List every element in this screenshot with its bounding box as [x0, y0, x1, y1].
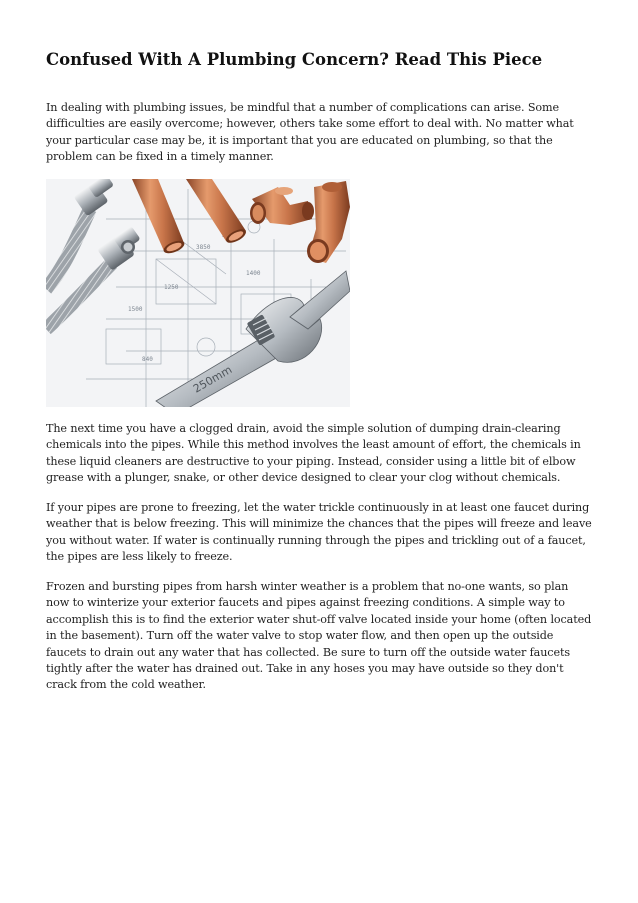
article-paragraph-2: The next time you have a clogged drain, avoid the simple solution of dumping drain-clearing chemicals into the pipes. While this method involves the least amount of effort, the chemicals in these liquid cleaners are destructive to your piping. Instead, consider using a little bit of elbow grease with a plunger, snake, or other device designed to clear your clog without chemicals.: [46, 422, 581, 485]
plumbing-photo: [46, 179, 350, 407]
svg-text:1250: 1250: [164, 284, 179, 291]
article-title: Confused With A Plumbing Concern? Read This Piece: [46, 50, 543, 69]
wrench-size-marking: 250mm: [191, 363, 235, 396]
article-paragraph-4: Frozen and bursting pipes from harsh winter weather is a problem that no-one wants, so plan now to winterize your exterior faucets and pipes against freezing conditions. A simple way to accomplish this is to find the exterior water shut-off valve located inside your home (often located in the basement). Turn off the water valve to stop water flow, and then open up the outside faucets to drain out any water that has collected. Be sure to turn off the outside water faucets tightly after the water has drained out. Take in any hoses you may have outside so they don't crack from the cold weather.: [46, 580, 592, 692]
article-paragraph-1: In dealing with plumbing issues, be mindful that a number of complications can arise. Some difficulties are easily overcome; however, others take some effort to deal with. No matter what your particular case may be, it is important that you are educated on plumbing, so that the problem can be fixed in a timely manner.: [46, 101, 574, 164]
svg-text:1400: 1400: [246, 270, 261, 277]
svg-text:1500: 1500: [128, 306, 143, 313]
article-paragraph-3: If your pipes are prone to freezing, let the water trickle continuously in at least one faucet during weather that is below freezing. This will minimize the chances that the pipes will freeze and leave you without water. If water is continually running through the pipes and trickling out of a faucet, the pipes are less likely to freeze.: [46, 501, 592, 564]
svg-text:840: 840: [142, 356, 153, 363]
svg-text:3850: 3850: [196, 244, 211, 251]
